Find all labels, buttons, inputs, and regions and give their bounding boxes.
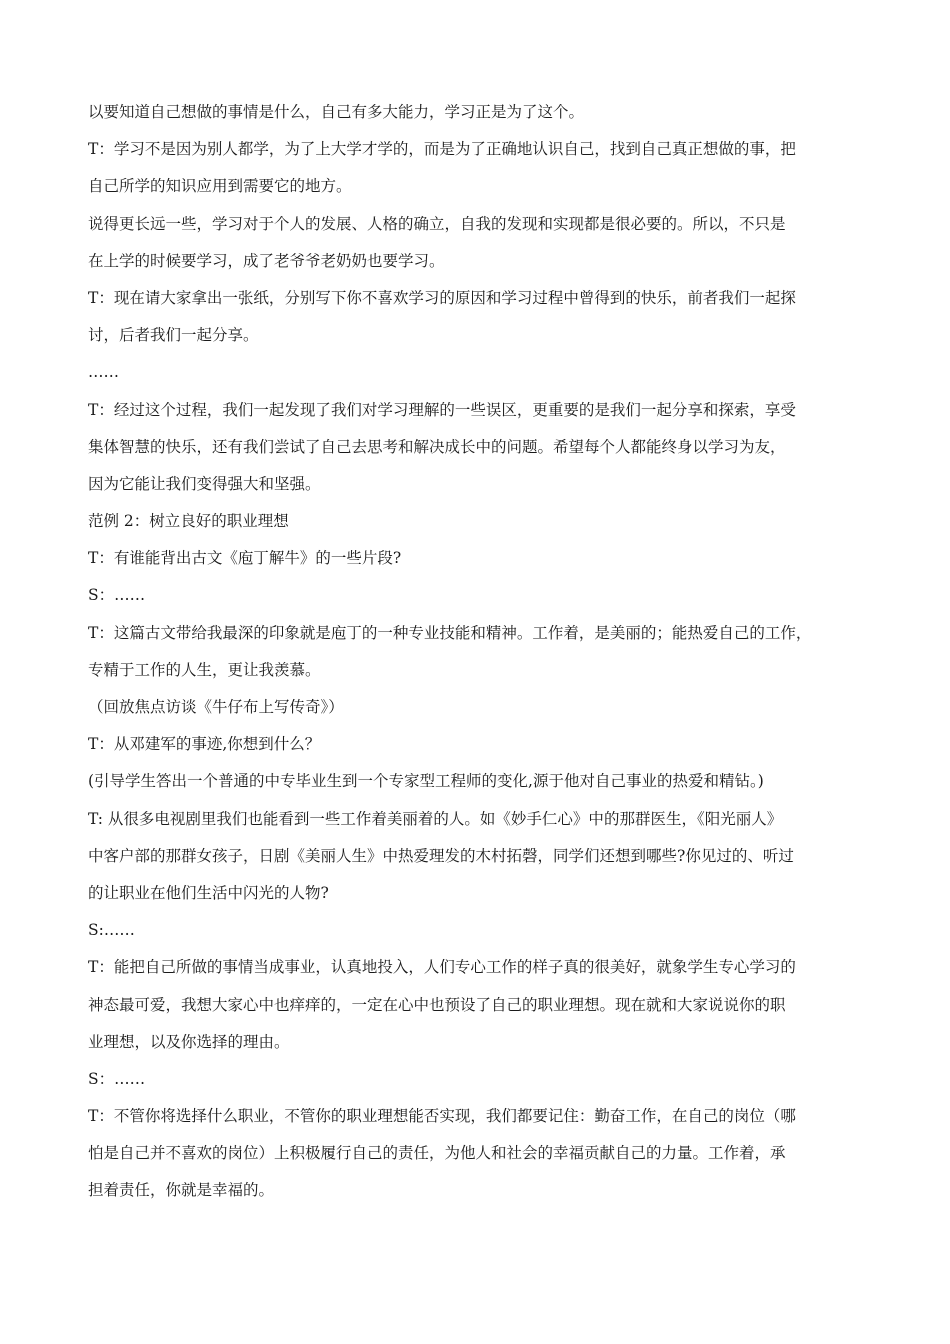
text-line: 中客户部的那群女孩子，日剧《美丽人生》中热爱理发的木村拓磬，同学们还想到哪些?你见过的、听过 <box>88 846 794 865</box>
text-line: T：不管你将选择什么职业，不管你的职业理想能否实现，我们都要记住：勤奋工作，在自己的岗位（哪 <box>88 1107 796 1126</box>
section-heading: 范例 2：树立良好的职业理想 <box>88 512 289 531</box>
text-line: 怕是自己并不喜欢的岗位）上积极履行自己的责任，为他人和社会的幸福贡献自己的力量。工作着，承 <box>88 1144 786 1163</box>
text-line: 神态最可爱，我想大家心中也痒痒的，一定在心中也预设了自己的职业理想。现在就和大家说说你的职 <box>88 995 786 1014</box>
text-line: T：能把自己所做的事情当成事业，认真地投入，人们专心工作的样子真的很美好，就象学生专心学习的 <box>88 958 796 977</box>
text-line: S：…… <box>88 1069 146 1088</box>
text-line: T：现在请大家拿出一张纸，分别写下你不喜欢学习的原因和学习过程中曾得到的快乐，前者我们一起探 <box>88 288 796 307</box>
text-line: T：学习不是因为别人都学，为了上大学才学的，而是为了正确地认识自己，找到自己真正想做的事，把 <box>88 140 796 159</box>
text-line: 担着责任，你就是幸福的。 <box>88 1181 275 1200</box>
text-line: 在上学的时候要学习，成了老爷爷老奶奶也要学习。 <box>88 251 445 270</box>
text-line: （回放焦点访谈《牛仔布上写传奇》） <box>88 698 344 716</box>
text-line: T: 从很多电视剧里我们也能看到一些工作着美丽着的人。如《妙手仁心》中的那群医生，《阳光丽人》 <box>88 809 783 828</box>
text-line: 专精于工作的人生，更让我羡慕。 <box>88 660 321 679</box>
text-line: 业理想，以及你选择的理由。 <box>88 1032 290 1051</box>
text-line: 讨，后者我们一起分享。 <box>88 326 259 345</box>
text-line: (引导学生答出一个普通的中专毕业生到一个专家型工程师的变化,源于他对自己事业的热爱和精钻。) <box>88 772 764 791</box>
text-line: 集体智慧的快乐，还有我们尝试了自己去思考和解决成长中的问题。希望每个人都能终身以学习为友， <box>88 437 786 456</box>
text-line: 的让职业在他们生活中闪光的人物? <box>88 883 329 902</box>
text-line: T：经过这个过程，我们一起发现了我们对学习理解的一些误区，更重要的是我们一起分享和探索，享受 <box>88 400 796 419</box>
text-line: 说得更长远一些，学习对于个人的发展、人格的确立，自我的发现和实现都是很必要的。所以，不只是 <box>88 214 786 233</box>
text-line: S:…… <box>88 921 135 940</box>
text-line: T：这篇古文带给我最深的印象就是庖丁的一种专业技能和精神。工作着，是美丽的；能热爱自己的工作， <box>88 623 812 642</box>
text-line: 以要知道自己想做的事情是什么，自己有多大能力，学习正是为了这个。 <box>88 103 585 121</box>
text-line: T：从邓建军的事迹,你想到什么？ <box>88 735 321 754</box>
text-line: …… <box>88 363 119 382</box>
text-line: 因为它能让我们变得强大和坚强。 <box>88 474 321 493</box>
text-line: S：…… <box>88 586 146 605</box>
text-line: 自己所学的知识应用到需要它的地方。 <box>88 177 352 196</box>
text-line: T：有谁能背出古文《庖丁解牛》的一些片段? <box>88 549 402 568</box>
